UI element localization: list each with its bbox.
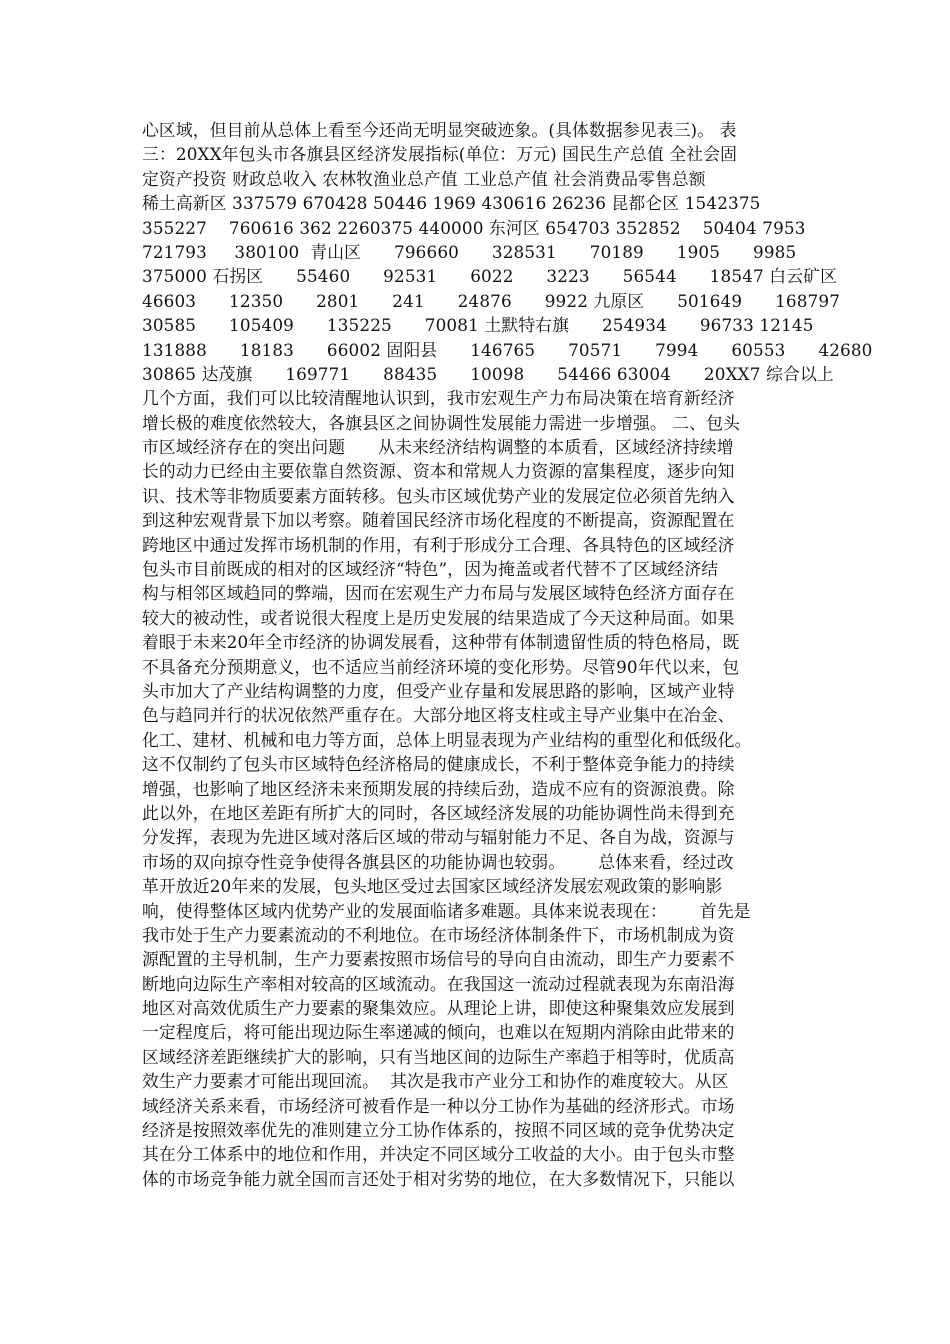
- text-line: 地区对高效优质生产力要素的聚集效应。从理论上讲，即使这种聚集效应发展到: [142, 998, 735, 1019]
- text-line: 我市处于生产力要素流动的不利地位。在市场经济体制条件下，市场机制成为资: [142, 924, 735, 945]
- text-line: 375000 石拐区 55460 92531 6022 3223 56544 18547 白云矿区: [142, 266, 838, 287]
- text-line: 响，使得整体区域内优势产业的发展面临诸多难题。具体来说表现在： 首先是: [142, 900, 751, 921]
- text-line: 稀土高新区 337579 670428 50446 1969 430616 26236 昆都仑区 1542375: [142, 193, 761, 214]
- text-line: 市区域经济存在的突出问题 从未来经济结构调整的本质看，区域经济持续增: [142, 437, 734, 458]
- text-line: 定资产投资 财政总收入 农林牧渔业总产值 工业总产值 社会消费品零售总额: [142, 168, 706, 189]
- text-line: 体的市场竞争能力就全国而言还处于相对劣势的地位，在大多数情况下，只能以: [142, 1168, 735, 1189]
- text-line: 几个方面，我们可以比较清醒地认识到，我市宏观生产力布局决策在培育新经济: [142, 388, 735, 409]
- text-line: 化工、建材、机械和电力等方面，总体上明显表现为产业结构的重型化和低级化。: [142, 729, 752, 750]
- text-line: 色与趋同并行的状况依然严重存在。大部分地区将支柱或主导产业集中在冶金、: [142, 705, 735, 726]
- text-line: 分发挥，表现为先进区域对落后区域的带动与辐射能力不足、各自为战，资源与: [142, 827, 735, 848]
- text-line: 721793 380100 青山区 796660 328531 70189 1905 9985: [142, 241, 797, 262]
- text-line: 此以外，在地区差距有所扩大的同时，各区域经济发展的功能协调性尚未得到充: [142, 802, 735, 823]
- text-line: 区域经济差距继续扩大的影响，只有当地区间的边际生产率趋于相等时，优质高: [142, 1046, 735, 1067]
- text-line: 不具备充分预期意义，也不适应当前经济环境的变化形势。尽管90年代以来，包: [142, 656, 740, 677]
- text-line: 其在分工体系中的地位和作用，并决定不同区域分工收益的大小。由于包头市整: [142, 1144, 735, 1165]
- text-line: 30865 达茂旗 169771 88435 10098 54466 63004 20XX7 综合以上: [142, 363, 834, 384]
- text-line: 包头市目前既成的相对的区域经济“特色”，因为掩盖或者代替不了区域经济结: [142, 559, 719, 580]
- text-line: 头市加大了产业结构调整的力度，但受产业存量和发展思路的影响，区域产业特: [142, 680, 735, 701]
- text-line: 46603 12350 2801 241 24876 9922 九原区 501649 168797: [142, 290, 841, 311]
- text-line: 断地向边际生产率相对较高的区域流动。在我国这一流动过程就表现为东南沿海: [142, 973, 735, 994]
- text-line: 市场的双向掠夺性竞争使得各旗县区的功能协调也较弱。 总体来看，经过改: [142, 851, 734, 872]
- text-line: 识、技术等非物质要素方面转移。包头市区域优势产业的发展定位必须首先纳入: [142, 485, 735, 506]
- text-line: 经济是按照效率优先的准则建立分工协作体系的，按照不同区域的竞争优势决定: [142, 1120, 735, 1141]
- text-line: 增强，也影响了地区经济未来预期发展的持续后劲，造成不应有的资源浪费。除: [142, 778, 735, 799]
- text-line: 长的动力已经由主要依靠自然资源、资本和常规人力资源的富集程度，逐步向知: [142, 461, 735, 482]
- text-line: 这不仅制约了包头市区域特色经济格局的健康成长，不利于整体竞争能力的持续: [142, 754, 735, 775]
- text-line: 到这种宏观背景下加以考察。随着国民经济市场化程度的不断提高，资源配置在: [142, 510, 735, 531]
- text-line: 域经济关系来看，市场经济可被看作是一种以分工协作为基础的经济形式。市场: [142, 1095, 735, 1116]
- text-line: 一定程度后，将可能出现边际生率递减的倾向，也难以在短期内消除由此带来的: [142, 1022, 735, 1043]
- text-line: 较大的被动性，或者说很大程度上是历史发展的结果造成了今天这种局面。如果: [142, 607, 735, 628]
- text-line: 跨地区中通过发挥市场机制的作用，有利于形成分工合理、各具特色的区域经济: [142, 534, 735, 555]
- text-line: 源配置的主导机制，生产力要素按照市场信号的导向自由流动，即生产力要素不: [142, 949, 735, 970]
- text-line: 着眼于未来20年全市经济的协调发展看，这种带有体制遗留性质的特色格局，既: [142, 632, 740, 653]
- text-line: 三：20XX年包头市各旗县区经济发展指标(单位：万元) 国民生产总值 全社会固: [142, 144, 738, 165]
- text-line: 构与相邻区域趋同的弊端，因而在宏观生产力布局与发展区域特色经济方面存在: [142, 583, 735, 604]
- text-line: 革开放近20年来的发展，包头地区受过去国家区域经济发展宏观政策的影响影: [142, 876, 723, 897]
- text-line: 心区域，但目前从总体上看至今还尚无明显突破迹象。(具体数据参见表三)。 表: [142, 120, 737, 140]
- text-line: 增长极的难度依然较大，各旗县区之间协调性发展能力需进一步增强。 二、包头: [142, 412, 741, 433]
- text-line: 355227 760616 362 2260375 440000 东河区 654703 352852 50404 7953: [142, 217, 806, 238]
- document-page: [142, 118, 873, 1191]
- text-line: 131888 18183 66002 固阳县 146765 70571 7994 60553 42680: [142, 339, 873, 360]
- text-line: 30585 105409 135225 70081 土默特右旗 254934 96733 12145: [142, 315, 814, 336]
- text-line: 效生产力要素才可能出现回流。 其次是我市产业分工和协作的难度较大。从区: [142, 1071, 729, 1092]
